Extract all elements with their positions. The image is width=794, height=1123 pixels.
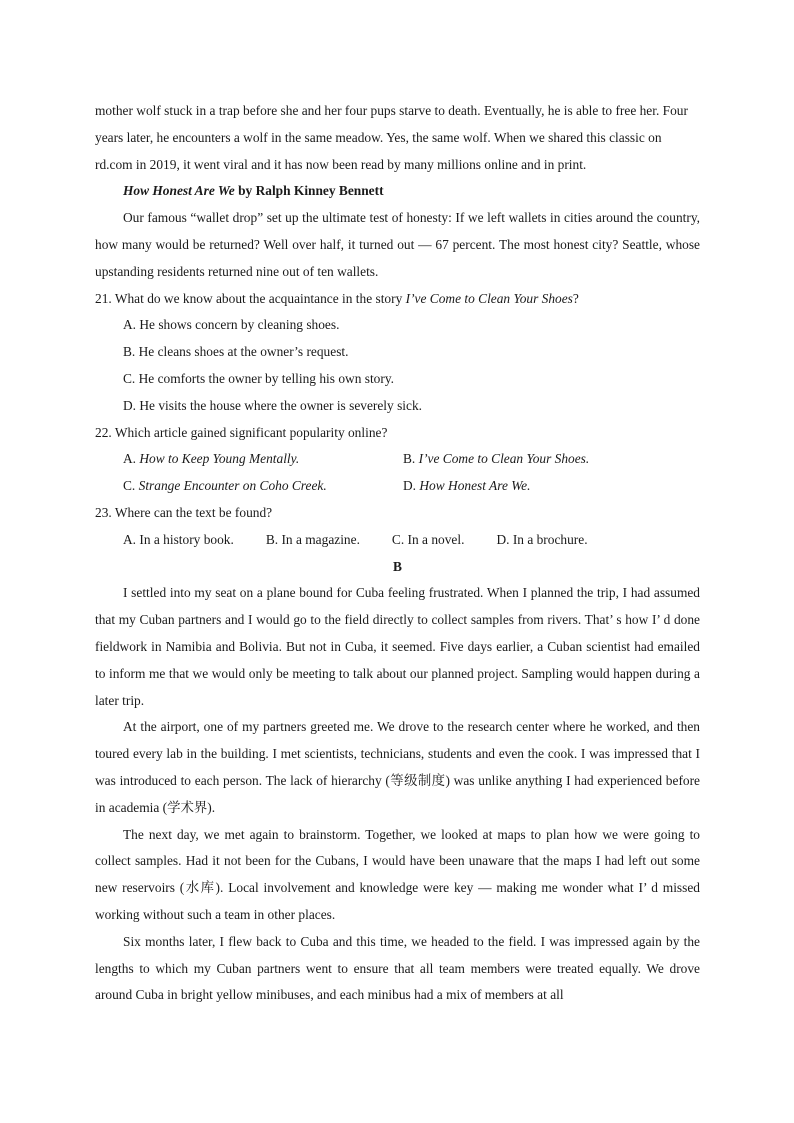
option-letter: A.: [123, 451, 140, 467]
section-label: B: [393, 558, 402, 574]
question-23: 23. Where can the text be found?: [95, 504, 273, 520]
option-23b: B. In a magazine.: [265, 531, 360, 547]
passage-b-paragraph-3: The next day, we met again to brainstorm. Together, we looked at maps to plan how we were going to collect samples. Had it not been for the Cubans, I would have been unaware that the maps I had left out some new reservoirs (水库). Local involvement and knowledge were key — making me wonder what I’ d missed working without such a team in other places.: [95, 826, 700, 922]
option-text: How Honest Are We.: [419, 478, 531, 494]
article-heading: [95, 178, 700, 205]
passage-b-paragraph-1: I settled into my seat on a plane bound for Cuba feeling frustrated. When I planned the trip, I had assumed that my Cuban partners and I would go to the field directly to collect samples from rivers. That’ s how I’ d done fieldwork in Namibia and Bolivia. But not in Cuba, it seemed. Five days earlier, a Cuban scientist had emailed to inform me that we would only be meeting to talk about our planned project. Sampling would happen during a later trip.: [95, 585, 700, 708]
article-byline: by Ralph Kinney Bennett: [234, 183, 384, 199]
option-text: How to Keep Young Mentally.: [139, 451, 300, 467]
passage-b-paragraph-2: At the airport, one of my partners greeted me. We drove to the research center where he worked, and then toured every lab in the building. I met scientists, technicians, students and even the cook. I was impressed that I was introduced to each person. The lack of hierarchy (等级制度) was unlike anything I had experienced before in academia (学术界).: [95, 719, 700, 815]
question-stem-title: I’ve Come to Clean Your Shoes: [405, 290, 573, 306]
option-23c: C. In a novel.: [391, 531, 465, 547]
option-22a: [123, 446, 403, 473]
option-letter: C.: [123, 478, 139, 494]
option-21b: B. He cleans shoes at the owner’s request.: [123, 344, 349, 360]
option-22c: [123, 473, 403, 500]
option-21a: A. He shows concern by cleaning shoes.: [123, 317, 340, 333]
option-letter: D.: [403, 478, 420, 494]
options-22-row1: [95, 446, 700, 473]
option-22b: [403, 446, 589, 473]
option-23d: D. In a brochure.: [496, 531, 588, 547]
option-letter: B.: [403, 451, 419, 467]
question-21: [95, 286, 700, 313]
question-22: 22. Which article gained significant popularity online?: [95, 424, 388, 440]
question-stem-end: ?: [572, 290, 579, 306]
option-22d: [403, 473, 530, 500]
option-21d: D. He visits the house where the owner is severely sick.: [123, 397, 422, 413]
question-stem: 21. What do we know about the acquaintance in the story: [95, 290, 406, 306]
options-23: [95, 527, 700, 554]
option-text: I’ve Come to Clean Your Shoes.: [418, 451, 590, 467]
option-23a: A. In a history book.: [123, 531, 234, 547]
document-page: [95, 98, 700, 1009]
option-text: Strange Encounter on Coho Creek.: [138, 478, 327, 494]
article-title: How Honest Are We: [123, 183, 235, 199]
intro-paragraph: mother wolf stuck in a trap before she and her four pups starve to death. Eventually, he is able to free her. Four years later, he encounters a wolf in the same meadow. Yes, the same wolf. When we shared this classic on rd.com in 2019, it went viral and it has now been read by many millions online and in print.: [95, 103, 688, 172]
options-22-row2: [95, 473, 700, 500]
article-text: Our famous “wallet drop” set up the ultimate test of honesty: If we left wallets in cities around the country, how many would be returned? Well over half, it turned out — 67 percent. The most honest city? Seattle, whose upstanding residents returned nine out of ten wallets.: [95, 210, 700, 279]
passage-b-paragraph-4: Six months later, I flew back to Cuba and this time, we headed to the field. I was impressed again by the lengths to which my Cuban partners went to ensure that all team members were treated equally. We drove around Cuba in bright yellow minibuses, and each minibus had a mix of members at all: [95, 933, 700, 1003]
option-21c: C. He comforts the owner by telling his own story.: [123, 370, 394, 386]
